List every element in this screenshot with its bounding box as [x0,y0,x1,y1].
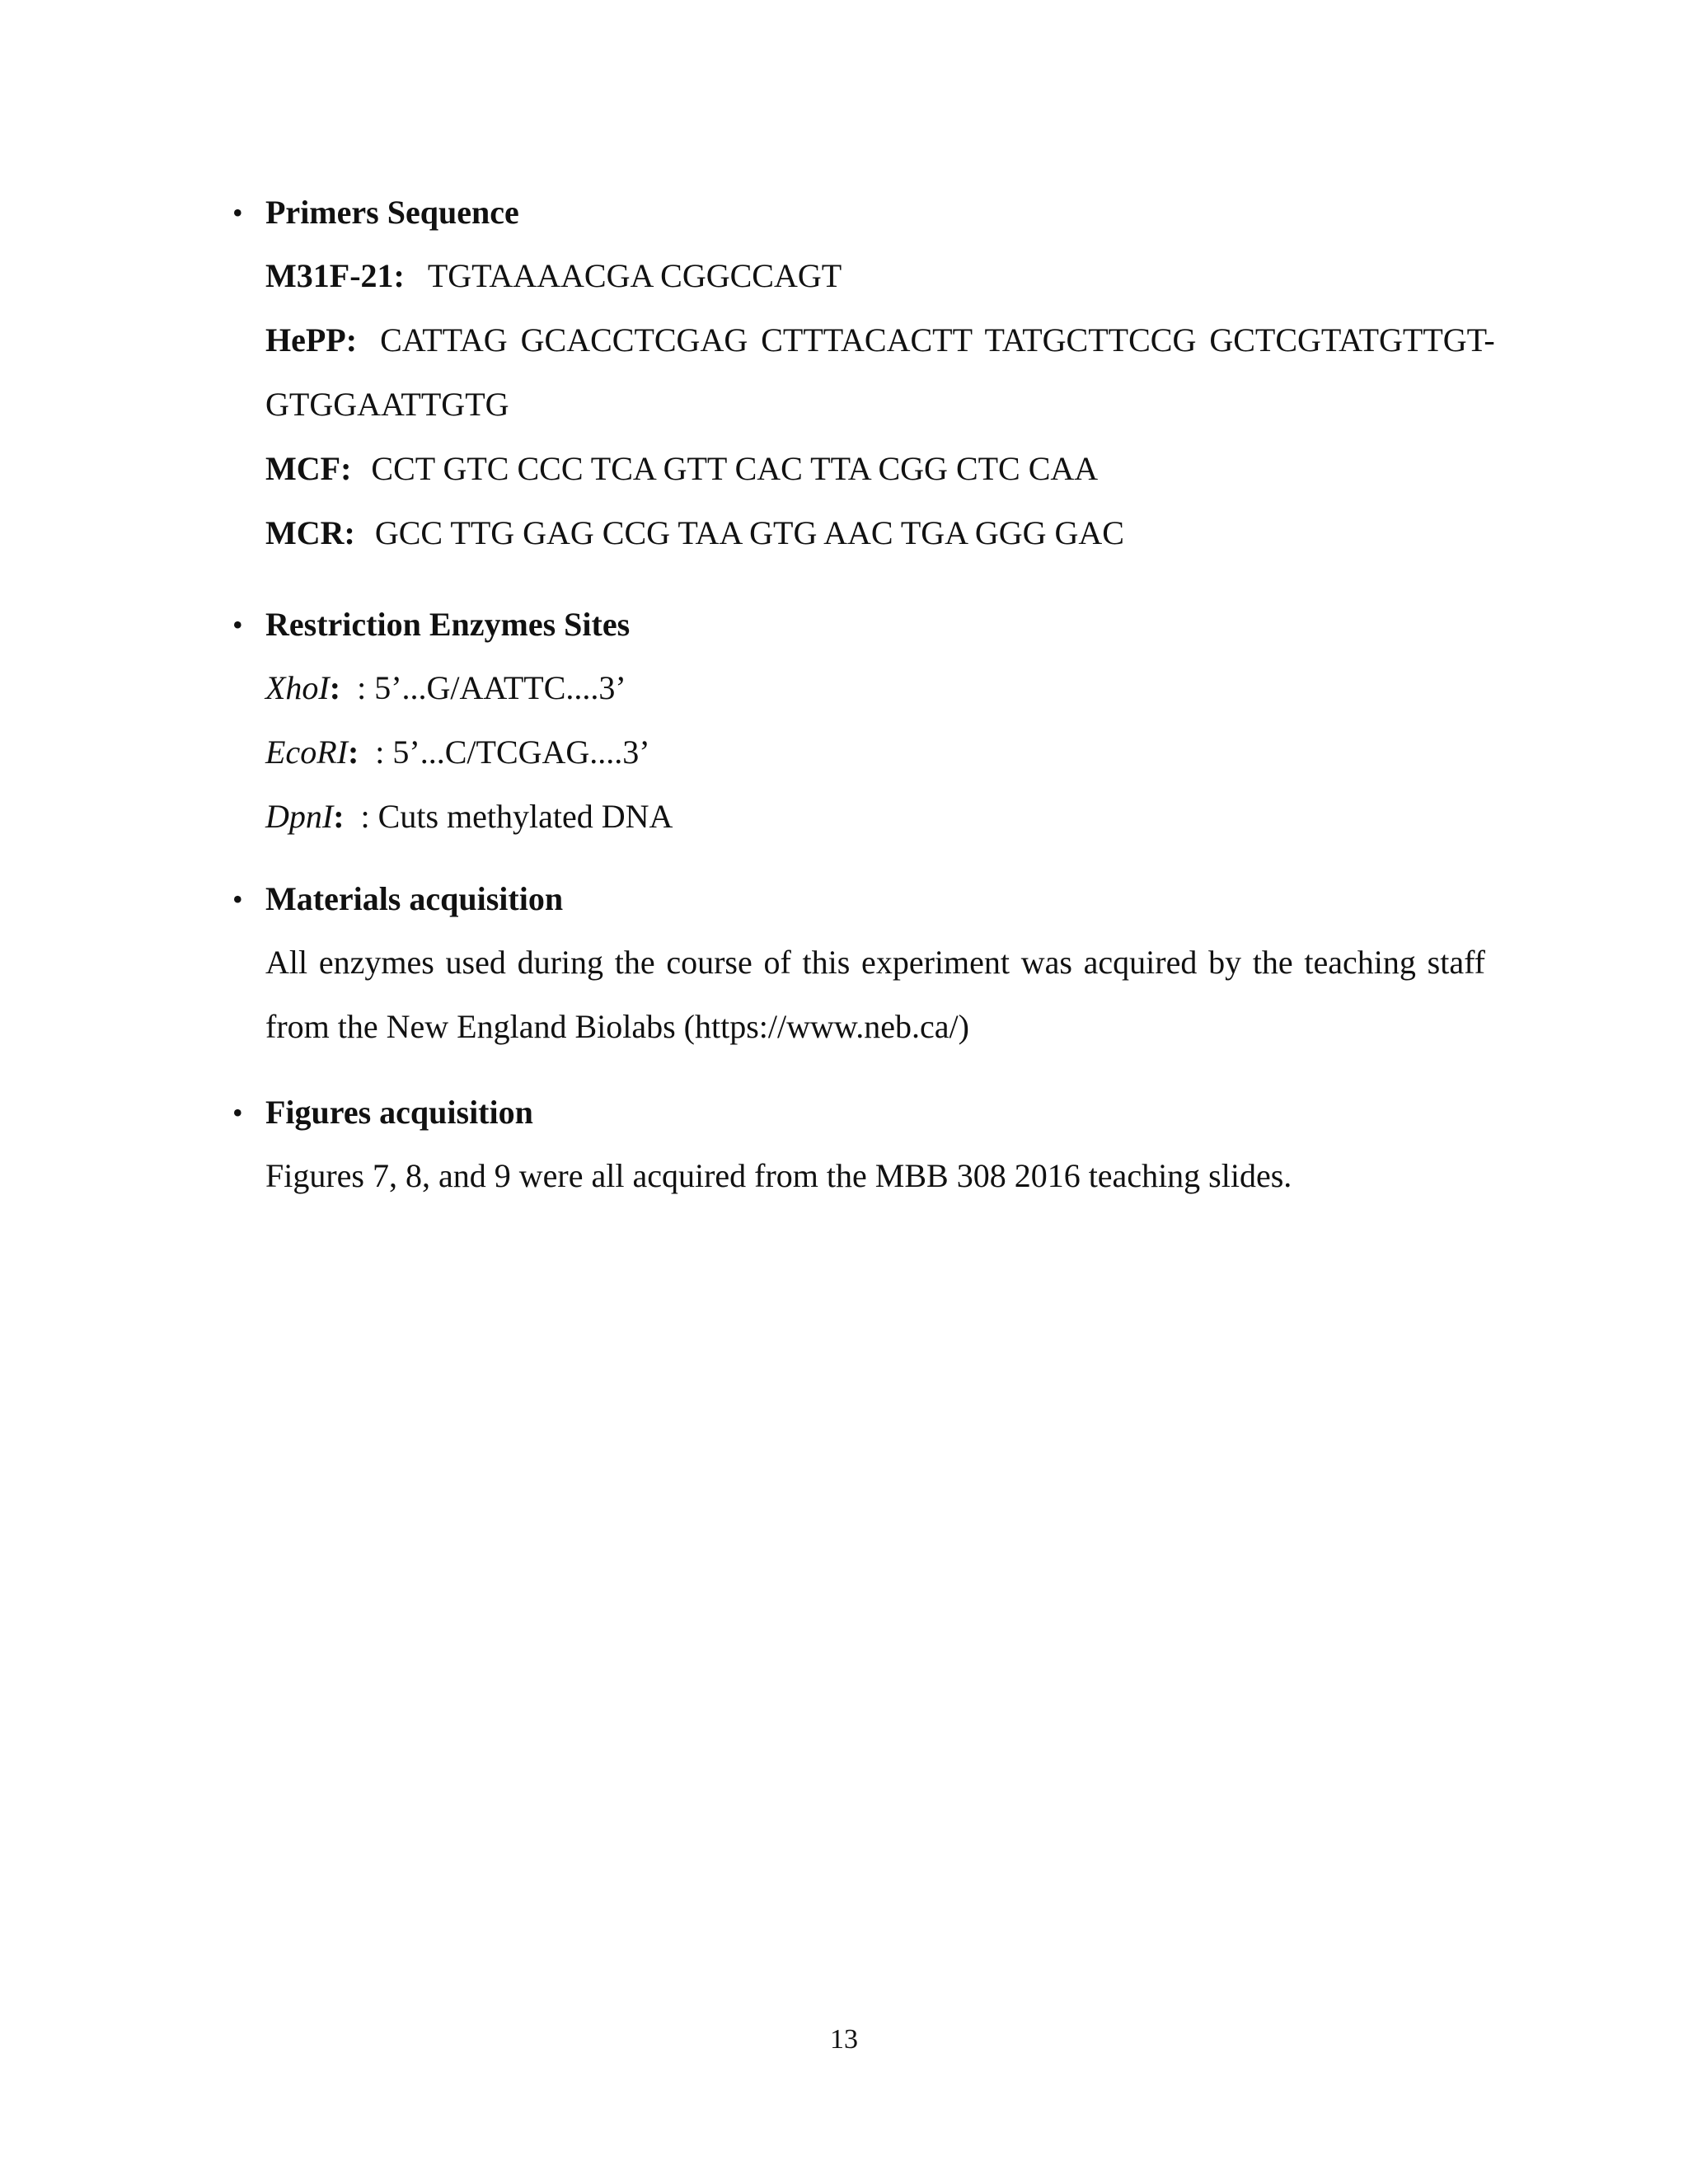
section-heading: Primers Sequence [265,194,519,231]
enzyme-name: EcoRI [265,733,348,771]
primer-sequence: TGTAAAACGA CGGCCAGT [427,257,842,294]
bullet-icon: • [232,608,243,641]
page-number: 13 [830,2024,858,2055]
primer-sequence: CCT GTC CCC TCA GTT CAC TTA CGG CTC CAA [371,450,1099,487]
enzyme-site: : 5’...C/TCGAG....3’ [375,733,650,771]
primer-item [265,446,1098,492]
enzyme-name: XhoI [265,669,330,706]
section-paragraph: All enzymes used during the course of this experiment was acquired by the teaching staff from the New England Biolabs (https://www.neb.ca/) [265,944,1485,1045]
primer-label: MCR: [265,514,355,551]
primer-label: M31F-21: [265,257,405,294]
primer-label: HePP: [265,321,358,359]
enzyme-item: EcoRI: : 5’...C/TCGAG....3’ [265,733,650,771]
enzyme-item: XhoI: : 5’...G/AATTC....3’ [265,669,626,706]
section-paragraph: Figures 7, 8, and 9 were all acquired from the MBB 308 2016 teaching slides. [265,1157,1292,1194]
primer-sequence: GCC TTG GAG CCG TAA GTG AAC TGA GGG GAC [374,514,1124,551]
enzyme-item: DpnI: : Cuts methylated DNA [265,798,673,835]
enzyme-site: : 5’...G/AATTC....3’ [357,669,626,706]
section-heading: Materials acquisition [265,880,564,917]
primer-label: MCF: [265,450,352,487]
primer-item [265,510,1124,556]
bullet-icon: • [232,196,243,229]
primer-sequence: CATTAG GCACCTCGAG CTTTACACTT TATGCTTCCG GCTCGTATGTTGT- [380,321,1495,359]
section-heading: Restriction Enzymes Sites [265,606,631,643]
enzyme-site: : Cuts methylated DNA [360,798,673,835]
primer-item [265,317,1495,363]
bullet-icon: • [232,1096,243,1129]
enzyme-name: DpnI [265,798,334,835]
bullet-icon: • [232,883,243,916]
section-heading: Figures acquisition [265,1094,533,1131]
primer-item [265,253,842,299]
primer-sequence-continuation: GTGGAATTGTG [265,386,509,423]
